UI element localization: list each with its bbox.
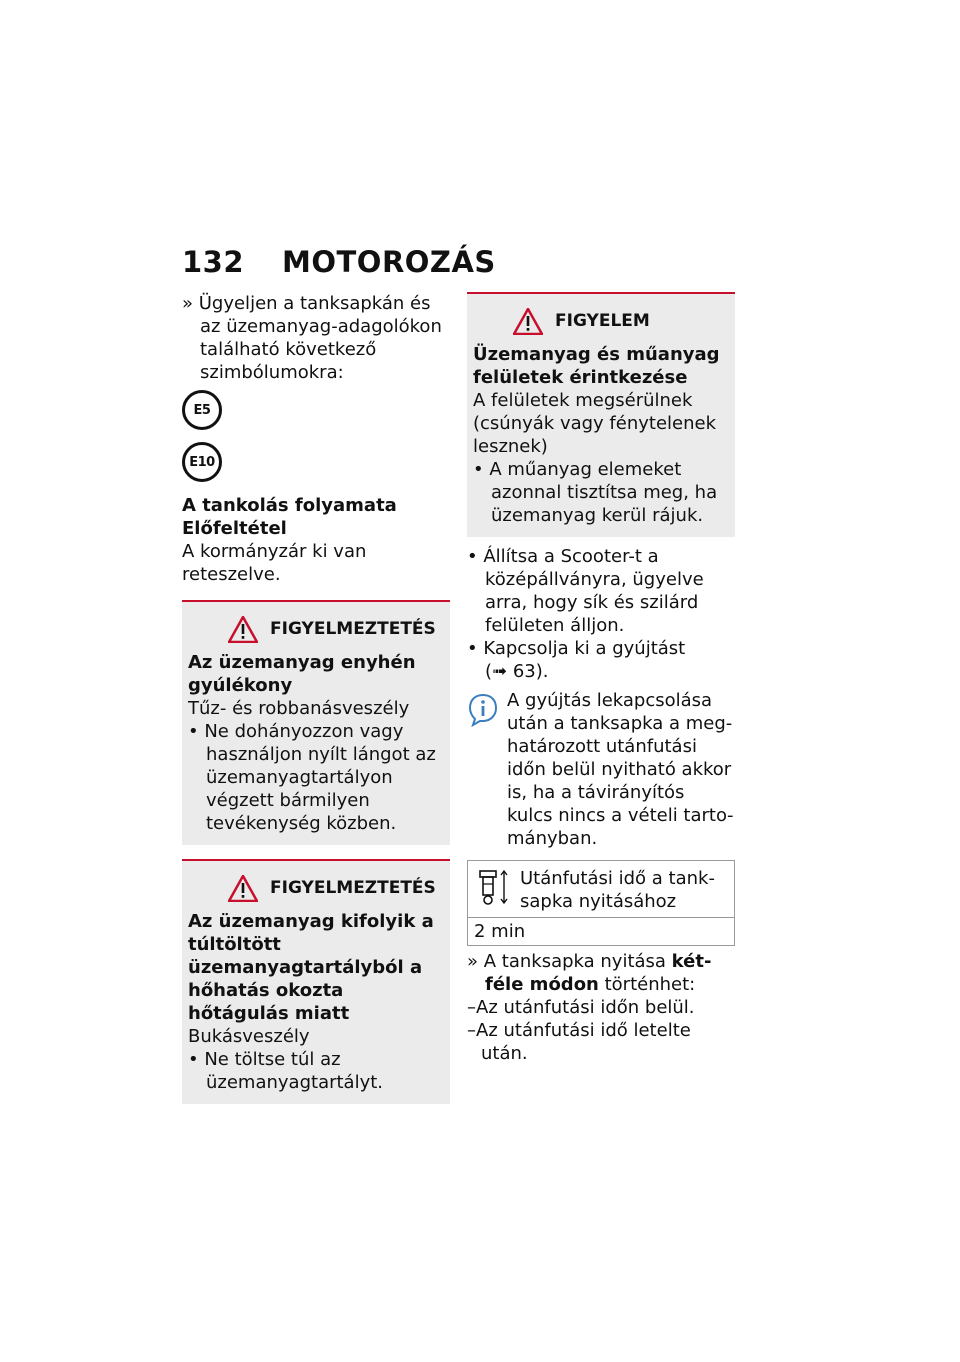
warning-title: Az üzemanyag enyhén gyúlékony bbox=[188, 652, 416, 696]
spec-value: 2 min bbox=[474, 921, 526, 942]
warning-triangle-icon bbox=[228, 875, 258, 902]
page-header bbox=[182, 244, 496, 280]
e5-symbol-icon: E5 bbox=[182, 390, 222, 430]
spec-label: Utánfutási idő a tanksapka nyitásához bbox=[520, 868, 715, 912]
warning-subtitle: Bukásveszély bbox=[188, 1026, 310, 1047]
attention-bullet: • A műanyag elemeket azonnal tisztítsa meg, ha üzemanyag kerül rájuk. bbox=[473, 459, 718, 526]
warning-bullet: • Ne töltse túl az üzemanyagtartályt. bbox=[188, 1049, 384, 1093]
warning-box-overflow bbox=[182, 859, 450, 1104]
dash-item-within: –Az utánfutási időn belül. bbox=[467, 997, 695, 1018]
step-center-stand: • Állítsa a Scooter-t a középállványra, ügyelve arra, hogy sík és szilárd felületen álljon. bbox=[467, 546, 704, 636]
open-methods-paragraph: » A tanksapka nyitása kétféle módon történhet: bbox=[467, 951, 712, 995]
warning-label: FIGYELMEZTETÉS bbox=[270, 619, 436, 639]
spec-table bbox=[467, 860, 735, 946]
warning-bullet: • Ne dohányozzon vagy használjon nyílt lángot az üzemanyagtartályon végzett bármilyen tevékenység közben. bbox=[188, 721, 436, 834]
page-reference[interactable]: (➟ 63). bbox=[485, 661, 549, 682]
precondition-title: Előfeltétel bbox=[182, 518, 287, 539]
warning-title: Az üzemanyag kifolyik a túltöltött üzemanyagtartályból a hőhatás okozta hőtágulás miatt bbox=[188, 911, 434, 1024]
right-column bbox=[467, 292, 735, 1065]
page-title: MOTOROZÁS bbox=[282, 245, 496, 279]
section-title: A tankolás folyamata bbox=[182, 495, 397, 516]
warning-box-flammable bbox=[182, 600, 450, 845]
fuel-cap-timer-icon bbox=[474, 867, 512, 907]
precondition-text: A kormányzár ki van reteszelve. bbox=[182, 541, 367, 585]
left-column bbox=[182, 292, 450, 1104]
page-number: 132 bbox=[182, 245, 245, 279]
warning-header bbox=[188, 875, 444, 902]
warning-triangle-icon bbox=[513, 308, 543, 335]
attention-subtitle: A felületek megsérülnek (csúnyák vagy fénytelenek lesznek) bbox=[473, 390, 717, 457]
info-note bbox=[467, 689, 735, 850]
warning-label: FIGYELMEZTETÉS bbox=[270, 878, 436, 898]
attention-header bbox=[473, 308, 729, 335]
fuel-symbols bbox=[182, 390, 450, 482]
attention-box bbox=[467, 292, 735, 537]
warning-triangle-icon bbox=[228, 616, 258, 643]
info-icon bbox=[467, 693, 499, 727]
attention-label: FIGYELEM bbox=[555, 311, 650, 331]
warning-header bbox=[188, 616, 444, 643]
attention-title: Üzemanyag és műanyag felületek érintkezése bbox=[473, 344, 720, 388]
warning-subtitle: Tűz- és robbanásveszély bbox=[188, 698, 410, 719]
info-text: A gyújtás lekapcsolása után a tanksapka a meghatározott utánfutási időn belül nyitható akkor is, ha a távirányítós kulcs nincs a vételi tartományban. bbox=[507, 690, 734, 849]
e10-symbol-icon: E10 bbox=[182, 442, 222, 482]
dash-item-after: –Az utánfutási idő letelte után. bbox=[467, 1020, 691, 1064]
intro-paragraph: » Ügyeljen a tanksapkán és az üzemanyag-adagolókon található következő szimbólumokra: bbox=[182, 293, 442, 383]
step-ignition-off: • Kapcsolja ki a gyújtást bbox=[467, 638, 686, 659]
